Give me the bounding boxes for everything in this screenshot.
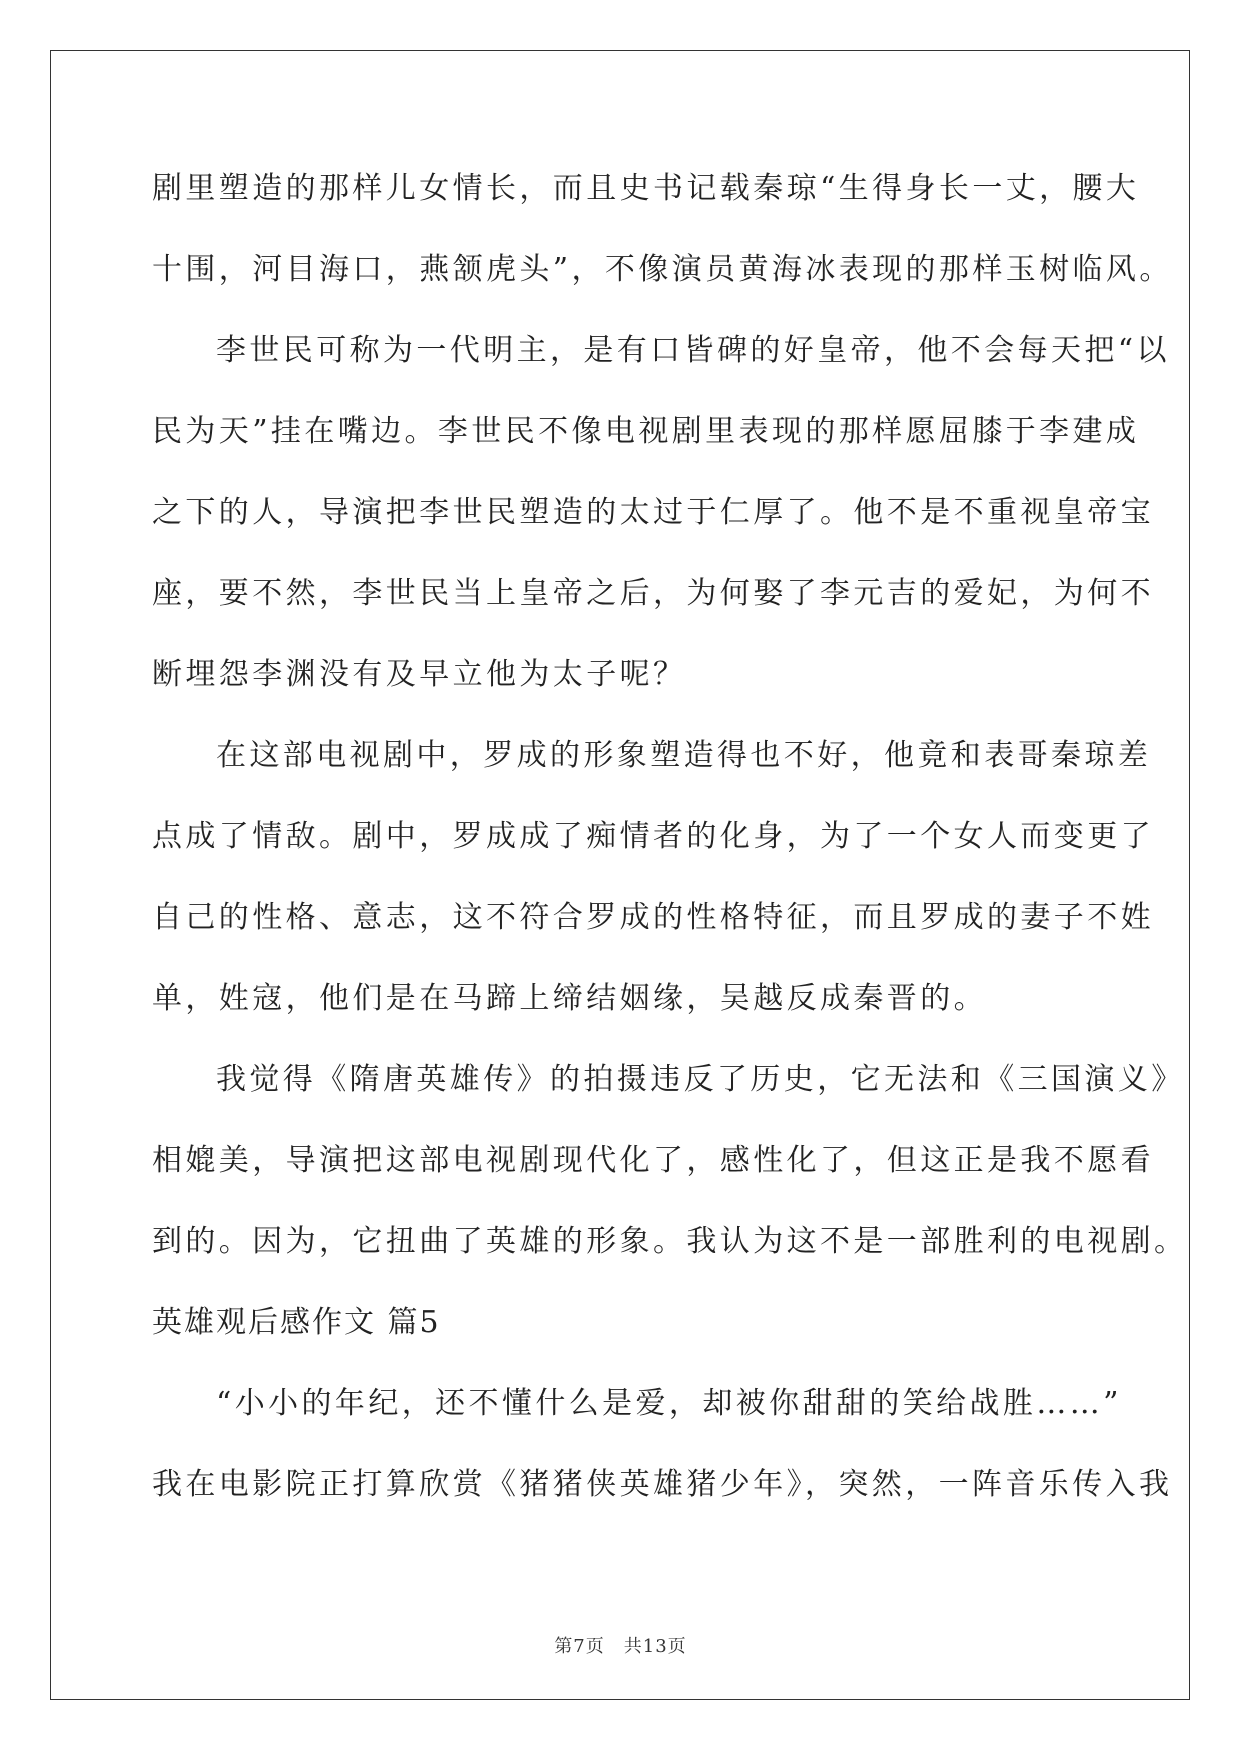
body-line: 民为天”挂在嘴边。李世民不像电视剧里表现的那样愿屈膝于李建成 <box>152 414 1140 449</box>
paragraph-start-line: 在这部电视剧中，罗成的形象塑造得也不好，他竟和表哥秦琼差 <box>216 738 1152 773</box>
paragraph-start-line: “小小的年纪，还不懂什么是爱，却被你甜甜的笑给战胜……” <box>216 1386 1122 1421</box>
body-line: 断埋怨李渊没有及早立他为太子呢？ <box>152 657 687 692</box>
paragraph-start-line: 李世民可称为一代明主，是有口皆碑的好皇帝，他不会每天把“以 <box>216 333 1170 368</box>
paragraph-start-line: 我觉得《隋唐英雄传》的拍摄违反了历史，它无法和《三国演义》 <box>216 1062 1185 1097</box>
body-line: 我在电影院正打算欣赏《猪猪侠英雄猪少年》，突然，一阵音乐传入我 <box>152 1467 1173 1502</box>
body-line: 自己的性格、意志，这不符合罗成的性格特征，而且罗成的妻子不姓 <box>152 900 1154 935</box>
page-number-footer: 第7页 共13页 <box>554 1636 687 1657</box>
body-line: 到的。因为，它扭曲了英雄的形象。我认为这不是一部胜利的电视剧。 <box>152 1224 1188 1259</box>
body-line: 单，姓寇，他们是在马蹄上缔结姻缘，吴越反成秦晋的。 <box>152 981 987 1016</box>
body-line: 座，要不然，李世民当上皇帝之后，为何娶了李元吉的爱妃，为何不 <box>152 576 1154 611</box>
document-body <box>152 162 1188 1539</box>
body-line: 之下的人，导演把李世民塑造的太过于仁厚了。他不是不重视皇帝宝 <box>152 495 1154 530</box>
body-line: 十围，河目海口，燕颔虎头”，不像演员黄海冰表现的那样玉树临风。 <box>152 252 1173 287</box>
body-line: 相媲美，导演把这部电视剧现代化了，感性化了，但这正是我不愿看 <box>152 1143 1154 1178</box>
body-line: 剧里塑造的那样儿女情长，而且史书记载秦琼“生得身长一丈，腰大 <box>152 171 1140 206</box>
body-line: 点成了情敌。剧中，罗成成了痴情者的化身，为了一个女人而变更了 <box>152 819 1154 854</box>
section-heading: 英雄观后感作文 篇5 <box>152 1305 441 1340</box>
